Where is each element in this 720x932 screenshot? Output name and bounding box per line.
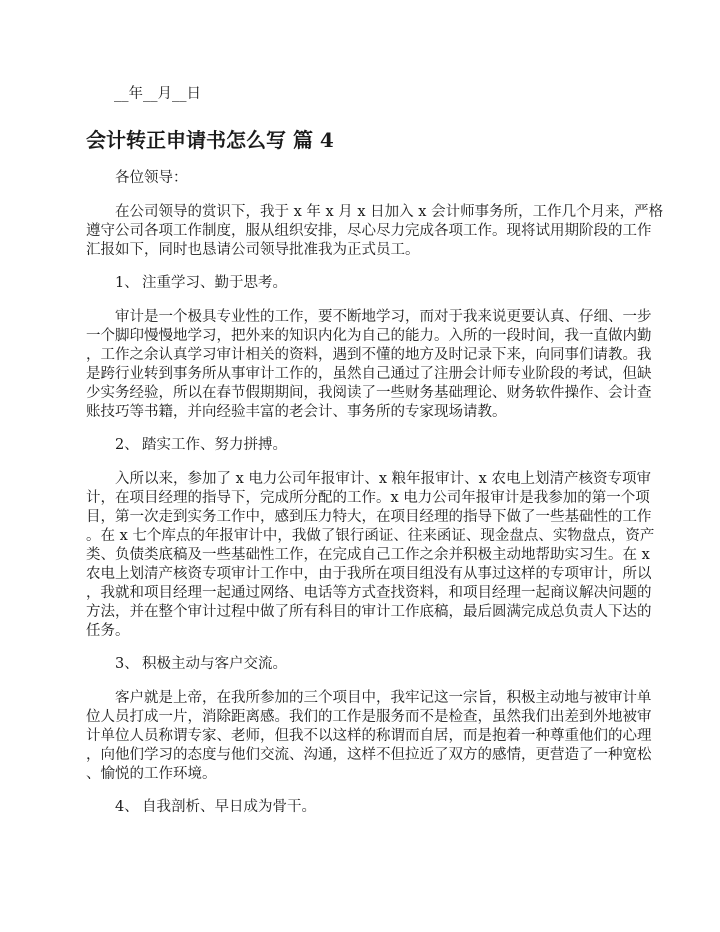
paragraph-line: 审计是一个极具专业性的工作，要不断地学习，而对于我来说更要认真、仔细、一步	[115, 309, 652, 325]
paragraph-line: 客户就是上帝，在我所参加的三个项目中，我牢记这一宗旨，积极主动地与被审计单	[115, 690, 652, 706]
paragraph-line: 计，在项目经理的指导下，完成所分配的工作。x 电力公司年报审计是我参加的第一个项	[86, 490, 650, 506]
paragraph-line: 计单位人员称谓专家、老师，但我不以这样的称谓而自居，而是抱着一种尊重他们的心理	[86, 728, 652, 744]
section-number: 3、	[115, 656, 139, 672]
paragraph-line: 入所以来，参加了 x 电力公司年报审计、x 粮年报审计、x 农电上划清产核资专项审	[115, 471, 651, 487]
section-number: 2、	[115, 437, 139, 453]
date-line: __年__月__日	[114, 86, 201, 102]
section-heading-3	[86, 655, 636, 674]
section-heading-4	[86, 798, 636, 817]
greeting: 各位领导：	[115, 170, 188, 186]
paragraph-line: 遵守公司各项工作制度，服从组织安排，尽心尽力完成各项工作。现将试用期阶段的工作	[86, 223, 652, 239]
section-heading-text: 自我剖析、早日成为骨干。	[142, 799, 316, 815]
section-2-paragraph	[86, 470, 655, 641]
paragraph-line: 一个脚印慢慢地学习，把外来的知识内化为自己的能力。入所的一段时间，我一直做内勤	[86, 328, 652, 344]
paragraph-line: 、愉悦的工作环境。	[86, 766, 217, 782]
paragraph-line: ，我就和项目经理一起通过网络、电话等方式查找资料，和项目经理一起商议解决问题的	[86, 585, 652, 601]
section-1-paragraph	[86, 308, 652, 422]
paragraph-line: 方法，并在整个审计过程中做了所有科目的审计工作底稿，最后圆满完成总负责人下达的	[86, 604, 652, 620]
section-heading-2	[86, 436, 636, 455]
document-title: 会计转正申请书怎么写 篇 4	[86, 128, 334, 152]
section-heading-1	[86, 274, 636, 293]
paragraph-line: 目，第一次走到实务工作中，感到压力特大，在项目经理的指导下做了一些基础性的工作	[86, 509, 652, 525]
paragraph-line: ，向他们学习的态度与他们交流、沟通，这样不但拉近了双方的感情，更营造了一种宽松	[86, 747, 652, 763]
section-3-paragraph	[86, 689, 652, 784]
paragraph-line: 汇报如下，同时也恳请公司领导批准我为正式员工。	[86, 242, 420, 258]
intro-paragraph	[86, 203, 664, 260]
paragraph-line: 少实务经验，所以在春节假期期间，我阅读了一些财务基础理论、财务软件操作、会计查	[86, 385, 652, 401]
paragraph-line: 是跨行业转到事务所从事审计工作的，虽然自己通过了注册会计师专业阶段的考试，但缺	[86, 366, 652, 382]
section-number: 1、	[115, 275, 139, 291]
section-number: 4、	[115, 799, 139, 815]
section-heading-text: 踏实工作、努力拼搏。	[142, 437, 287, 453]
document-page	[86, 0, 664, 817]
paragraph-line: ，工作之余认真学习审计相关的资料，遇到不懂的地方及时记录下来，向同事们请教。我	[86, 347, 652, 363]
paragraph-line: 。在 x 七个库点的年报审计中，我做了银行函证、往来函证、现金盘点、实物盘点，资产	[86, 528, 655, 544]
paragraph-line: 账技巧等书籍，并向经验丰富的老会计、事务所的专家现场请教。	[86, 404, 507, 420]
section-heading-text: 注重学习、勤于思考。	[142, 275, 287, 291]
paragraph-line: 任务。	[86, 623, 130, 639]
paragraph-line: 农电上划清产核资专项审计工作中，由于我所在项目组没有从事过这样的专项审计，所以	[86, 566, 652, 582]
section-heading-text: 积极主动与客户交流。	[142, 656, 287, 672]
paragraph-line: 类、负债类底稿及一些基础性工作，在完成自己工作之余并积极主动地帮助实习生。在 x	[86, 547, 650, 563]
paragraph-line: 在公司领导的赏识下，我于 x 年 x 月 x 日加入 x 会计师事务所，工作几个月来，严格	[115, 204, 664, 220]
paragraph-line: 位人员打成一片，消除距离感。我们的工作是服务而不是检查，虽然我们出差到外地被审	[86, 709, 652, 725]
